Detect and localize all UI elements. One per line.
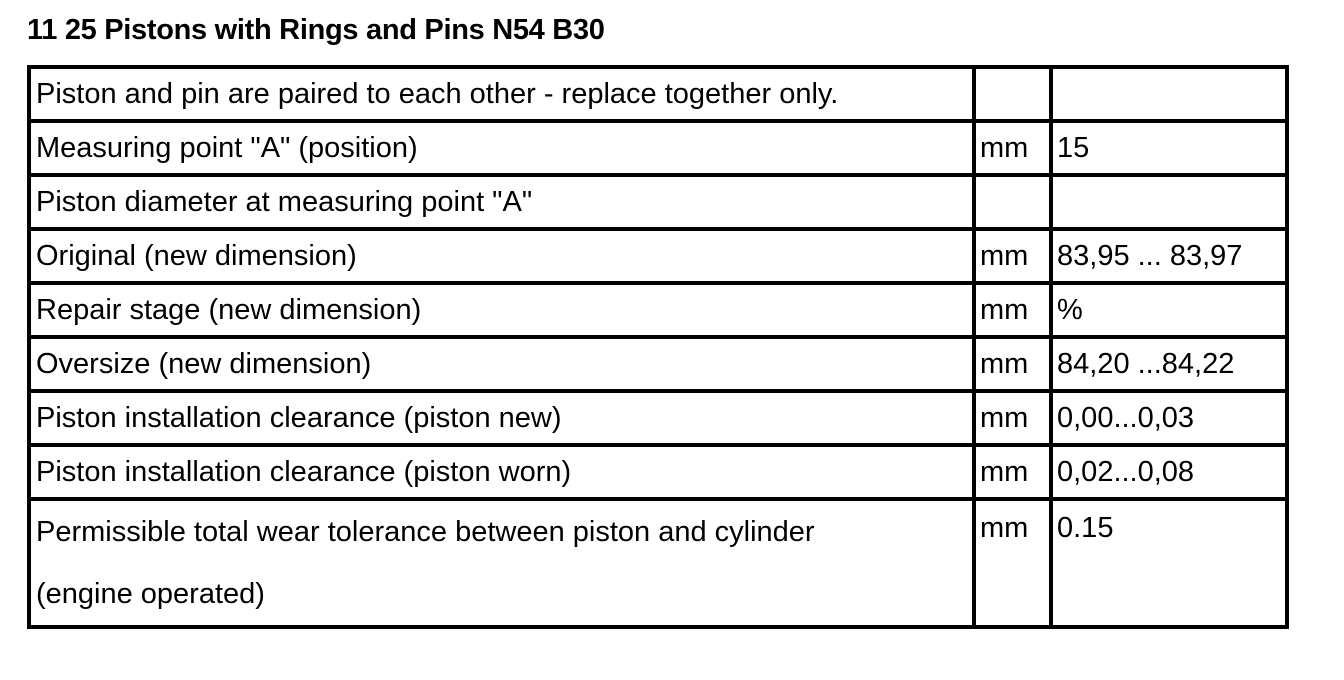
row-unit: mm bbox=[974, 283, 1051, 337]
row-value: 15 bbox=[1051, 121, 1287, 175]
row-description bbox=[29, 499, 974, 627]
row-unit: mm bbox=[974, 121, 1051, 175]
row-unit: mm bbox=[974, 229, 1051, 283]
row-description: Piston installation clearance (piston worn) bbox=[29, 445, 974, 499]
row-value: 0,02...0,08 bbox=[1051, 445, 1287, 499]
spec-table bbox=[27, 65, 1289, 629]
table-row bbox=[29, 67, 1287, 121]
row-unit bbox=[974, 175, 1051, 229]
row-description: Piston and pin are paired to each other - replace together only. bbox=[29, 67, 974, 121]
row-unit: mm bbox=[974, 445, 1051, 499]
row-unit: mm bbox=[974, 337, 1051, 391]
document-title: 11 25 Pistons with Rings and Pins N54 B30 bbox=[27, 14, 605, 46]
row-value: 83,95 ... 83,97 bbox=[1051, 229, 1287, 283]
row-description: Repair stage (new dimension) bbox=[29, 283, 974, 337]
row-unit bbox=[974, 67, 1051, 121]
row-description-line-2: (engine operated) bbox=[36, 578, 265, 610]
row-unit: mm bbox=[974, 391, 1051, 445]
row-value bbox=[1051, 67, 1287, 121]
row-value: 0.15 bbox=[1051, 499, 1287, 627]
row-description: Piston installation clearance (piston new) bbox=[29, 391, 974, 445]
table-row bbox=[29, 229, 1287, 283]
table-row bbox=[29, 175, 1287, 229]
table-row bbox=[29, 121, 1287, 175]
table-row bbox=[29, 445, 1287, 499]
row-description: Original (new dimension) bbox=[29, 229, 974, 283]
row-description-line-1: Permissible total wear tolerance between piston and cylinder bbox=[36, 516, 815, 548]
table-row bbox=[29, 283, 1287, 337]
table-row bbox=[29, 337, 1287, 391]
row-description: Oversize (new dimension) bbox=[29, 337, 974, 391]
row-value bbox=[1051, 175, 1287, 229]
row-value: % bbox=[1051, 283, 1287, 337]
table-row bbox=[29, 499, 1287, 627]
table-row bbox=[29, 391, 1287, 445]
row-value: 84,20 ...84,22 bbox=[1051, 337, 1287, 391]
row-description: Piston diameter at measuring point "A" bbox=[29, 175, 974, 229]
row-description: Measuring point "A" (position) bbox=[29, 121, 974, 175]
row-value: 0,00...0,03 bbox=[1051, 391, 1287, 445]
row-unit: mm bbox=[974, 499, 1051, 627]
